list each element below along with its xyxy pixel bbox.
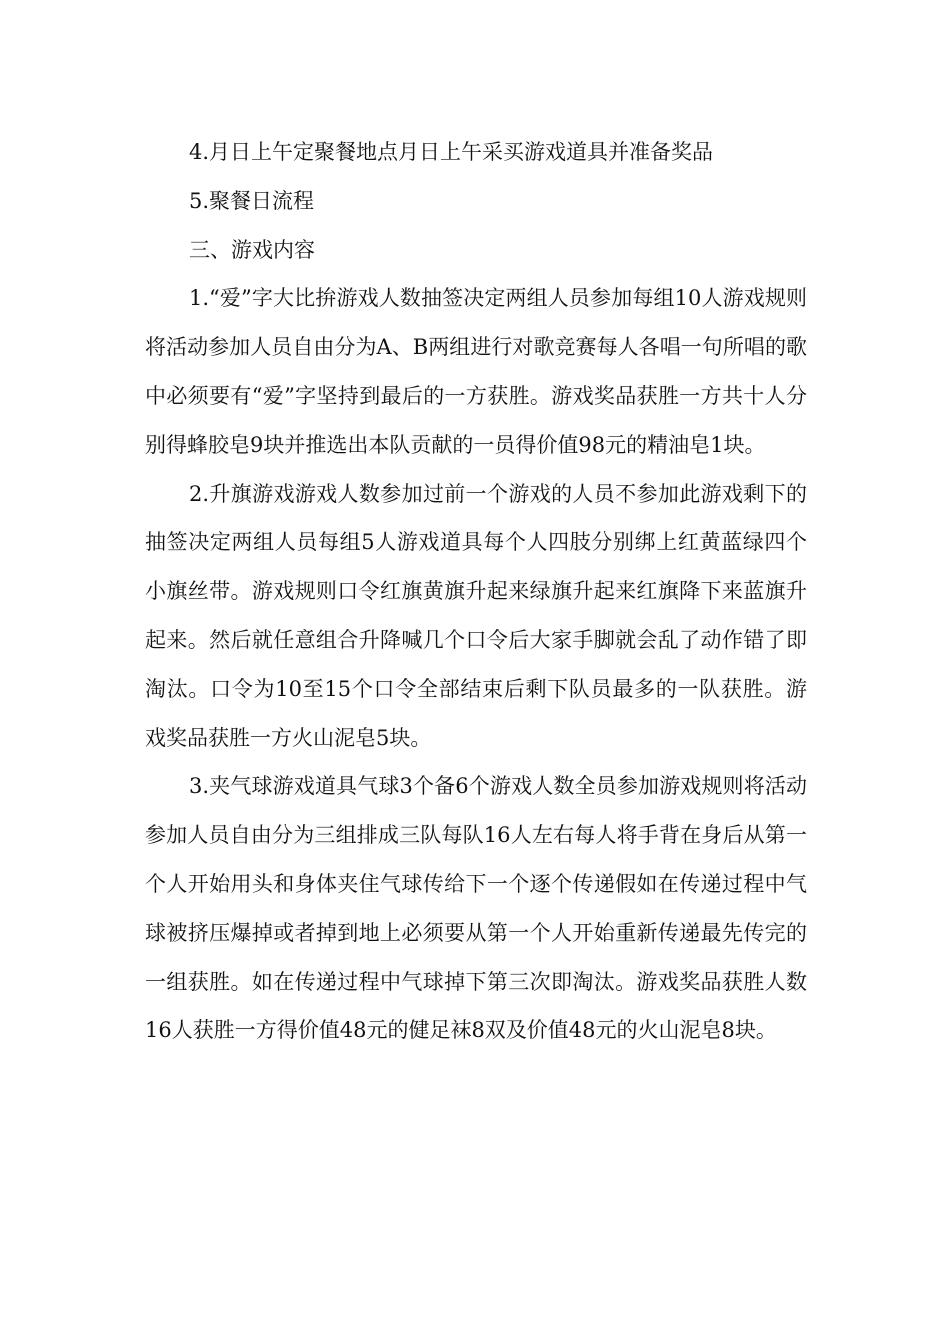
section-heading-game-content: 三、游戏内容 <box>189 237 315 262</box>
paragraph-game-3: 3.夹气球游戏道具气球3个备6个游戏人数全员参加游戏规则将活动参加人员自由分为三组排成三队每队16人左右每人将手背在身后从第一个人开始用头和身体夹住气球传给下一个逐个传递假如在传递过程中气球被挤压爆掉或者掉到地上必须要从第一个人开始重新传递最先传完的一组获胜。如在传递过程中气球掉下第三次即淘汰。游戏奖品获胜人数16人获胜一方得价值48元的健足袜8双及价值48元的火山泥皂8块。 <box>145 774 807 1043</box>
paragraph-game-2: 2.升旗游戏游戏人数参加过前一个游戏的人员不参加此游戏剩下的抽签决定两组人员每组5人游戏道具每个人四肢分别绑上红黄蓝绿四个小旗丝带。游戏规则口令红旗黄旗升起来绿旗升起来红旗降下来蓝旗升起来。然后就任意组合升降喊几个口令后大家手脚就会乱了动作错了即淘汰。口令为10至15个口令全部结束后剩下队员最多的一队获胜。游戏奖品获胜一方火山泥皂5块。 <box>145 481 807 750</box>
paragraph-step-5: 5.聚餐日流程 <box>189 188 315 213</box>
paragraph-game-1: 1.“爱”字大比拚游戏人数抽签决定两组人员参加每组10人游戏规则将活动参加人员自由分为A、B两组进行对歌竞赛每人各唱一句所唱的歌中必须要有“爱”字坚持到最后的一方获胜。游戏奖品获胜一方共十人分别得蜂胶皂9块并推选出本队贡献的一员得价值98元的精油皂1块。 <box>145 286 807 457</box>
paragraph-step-4: 4.月日上午定聚餐地点月日上午采买游戏道具并准备奖品 <box>189 140 714 164</box>
document-body <box>145 128 807 1055</box>
